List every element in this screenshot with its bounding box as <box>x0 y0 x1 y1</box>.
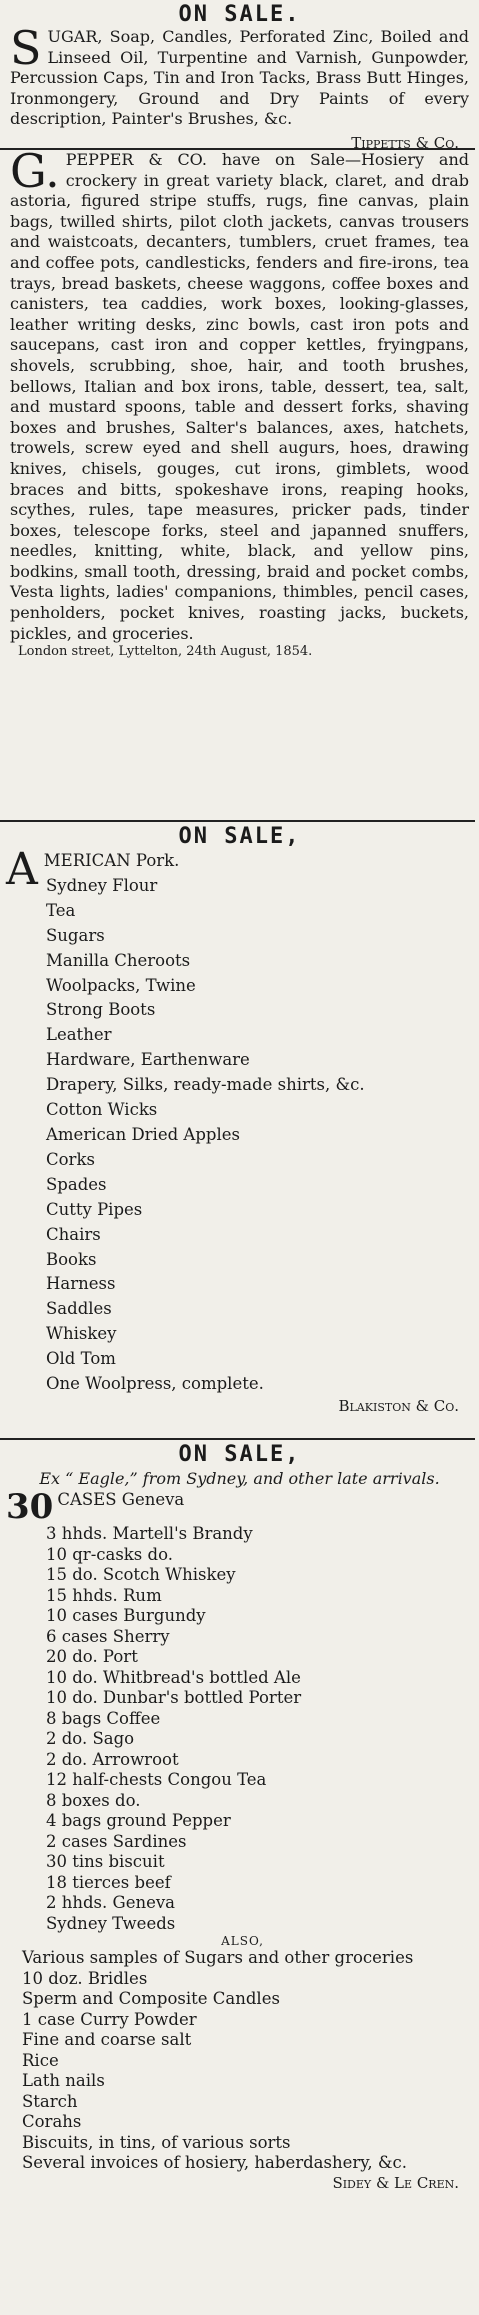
ad-body <box>10 21 469 130</box>
list-item: 2 do. Arrowroot <box>46 1749 179 1769</box>
list-item: Chairs <box>46 1224 101 1244</box>
drop-cap: S <box>10 21 42 75</box>
list-item: Corahs <box>22 2112 82 2131</box>
list-item: 4 bags ground Pepper <box>46 1811 231 1830</box>
list-item: Cotton Wicks <box>46 1100 158 1120</box>
list-item: Fine and coarse salt <box>22 2030 192 2049</box>
ad-heading: ON SALE. <box>178 2 301 27</box>
ad-signature: Sidey & Le Cren. <box>332 2173 459 2192</box>
list-item: Old Tom <box>46 1349 116 1369</box>
list-item: 6 cases Sherry <box>46 1626 170 1646</box>
list-item: 2 cases Sardines <box>46 1831 187 1851</box>
also-label: ALSO, <box>221 1934 264 1948</box>
list-item: Corks <box>46 1149 95 1169</box>
list-item: 15 do. Scotch Whiskey <box>46 1565 236 1584</box>
list-item: 12 half-chests Congou Tea <box>46 1770 267 1789</box>
list-item: 10 qr-casks do. <box>46 1544 173 1564</box>
ad-heading: ON SALE, <box>178 824 301 849</box>
list-item: 8 boxes do. <box>46 1790 141 1810</box>
list-item: Several invoices of hosiery, haberdashery, &c. <box>22 2153 408 2172</box>
list-item: 3 hhds. Martell's Brandy <box>46 1524 253 1543</box>
list-item: 30 tins biscuit <box>46 1852 165 1871</box>
ad-list <box>6 1487 479 2174</box>
ad-signature: Tippetts & Co. <box>351 133 459 152</box>
list-item: 20 do. Port <box>46 1647 138 1666</box>
ad-pepper <box>0 144 479 660</box>
list-item: Leather <box>46 1025 112 1045</box>
list-item: Various samples of Sugars and other groceries <box>22 1948 414 1967</box>
big-number: 30 <box>6 1487 54 1527</box>
list-item: Whiskey <box>46 1324 117 1344</box>
list-item: Rice <box>22 2050 59 2070</box>
ad-sidey <box>0 1442 479 2192</box>
list-item: Strong Boots <box>46 1000 156 1020</box>
ad-text: UGAR, Soap, Candles, Perforated Zinc, Boiled and Linseed Oil, Turpentine and Varnish, Gunpowder, Percussion Caps, Tin and Iron Tacks, Brass Butt Hinges, Ironmongery, Ground and Dry Paints of every description, Painter's Brushes, &c. <box>10 27 469 128</box>
list-item: Manilla Cheroots <box>46 950 191 970</box>
list-item: 10 do. Whitbread's bottled Ale <box>46 1667 301 1687</box>
list-item: MERICAN Pork. <box>43 851 180 870</box>
list-item: Woolpacks, Twine <box>46 975 196 995</box>
list-item: 18 tierces beef <box>46 1872 171 1892</box>
list-item: Lath nails <box>22 2071 105 2090</box>
list-item: 10 cases Burgundy <box>46 1606 206 1625</box>
list-item: 2 do. Sago <box>46 1729 135 1748</box>
list-item: Biscuits, in tins, of various sorts <box>22 2132 291 2152</box>
list-item: American Dried Apples <box>46 1124 240 1144</box>
ad-dateline: London street, Lyttelton, 24th August, 1854. <box>18 644 313 660</box>
list-item: Harness <box>46 1274 116 1294</box>
item-list <box>46 1524 479 1934</box>
drop-cap: G. <box>10 144 60 198</box>
list-item: Sydney Flour <box>46 875 158 895</box>
list-item: 1 case Curry Powder <box>22 2009 197 2029</box>
list-item: Starch <box>22 2091 78 2111</box>
divider <box>0 820 475 822</box>
list-item: Tea <box>46 900 76 920</box>
list-item: 2 hhds. Geneva <box>46 1893 176 1912</box>
item-list <box>46 874 479 1397</box>
list-item: 10 do. Dunbar's bottled Porter <box>46 1688 302 1707</box>
ad-text: PEPPER & CO. have on Sale—Hosiery and crockery in great variety black, claret, and drab astoria, figured stripe stuffs, rugs, fine canvas, plain bags, twilled shirts, pilot cloth jackets, canvas trousers and waistcoats, decanters, tumblers, cruet frames, tea and coffee pots, candlesticks, fenders and fire-irons, tea trays, bread baskets, cheese waggons, coffee boxes and canisters, tea caddies, work boxes, looking-glasses, leather writing desks, zinc bowls, cast iron pots and saucepans, cast iron and copper kettles, fryingpans, shovels, scrubbing, shoe, hair, and tooth brushes, bellows, Italian and box irons, table, dessert, tea, salt, and mustard spoons, table and dessert forks, shaving boxes and brushes, Salter's balances, axes, hatchets, trowels, screw eyed and shell augurs, hoes, drawing knives, chisels, gouges, cut irons, gimblets, wood braces and bitts, spokeshave irons, reaping hooks, scythes, rules, tape measures, pricker pads, tinder boxes, telescope forks, steel and japanned snuffers, needles, knitting, white, black, and yellow pins, bodkins, small tooth, dressing, braid and pocket combs, Vesta lights, ladies' companions, thimbles, pencil cases, penholders, pocket knives, roasting jacks, buckets, pickles, and groceries. <box>10 150 469 643</box>
list-item: Spades <box>46 1174 107 1194</box>
list-item: Books <box>46 1249 97 1269</box>
list-item: 8 bags Coffee <box>46 1708 161 1728</box>
list-item: Sperm and Composite Candles <box>22 1989 280 2008</box>
list-item: Hardware, Earthenware <box>46 1050 250 1070</box>
list-item: Sydney Tweeds <box>46 1913 176 1933</box>
drop-cap: A <box>6 844 38 895</box>
item-list-2 <box>22 1948 479 2174</box>
ad-heading: ON SALE, <box>178 1442 301 1467</box>
list-item: CASES Geneva <box>57 1490 185 1509</box>
divider <box>0 1438 475 1440</box>
list-item: Drapery, Silks, ready-made shirts, &c. <box>46 1075 365 1095</box>
list-item: Cutty Pipes <box>46 1199 143 1219</box>
ad-blakiston <box>0 824 479 1415</box>
list-item: 10 doz. Bridles <box>22 1968 148 1988</box>
ad-signature: Blakiston & Co. <box>338 1396 459 1415</box>
list-item: 15 hhds. Rum <box>46 1585 162 1605</box>
ad-list <box>6 844 479 1397</box>
ad-tippetts <box>0 0 479 152</box>
list-item: Saddles <box>46 1299 112 1319</box>
list-item: One Woolpress, complete. <box>46 1374 264 1394</box>
ad-subheading: Ex “ Eagle,” from Sydney, and other late arrivals. <box>39 1469 440 1488</box>
list-item: Sugars <box>46 925 105 945</box>
ad-body <box>10 144 469 644</box>
